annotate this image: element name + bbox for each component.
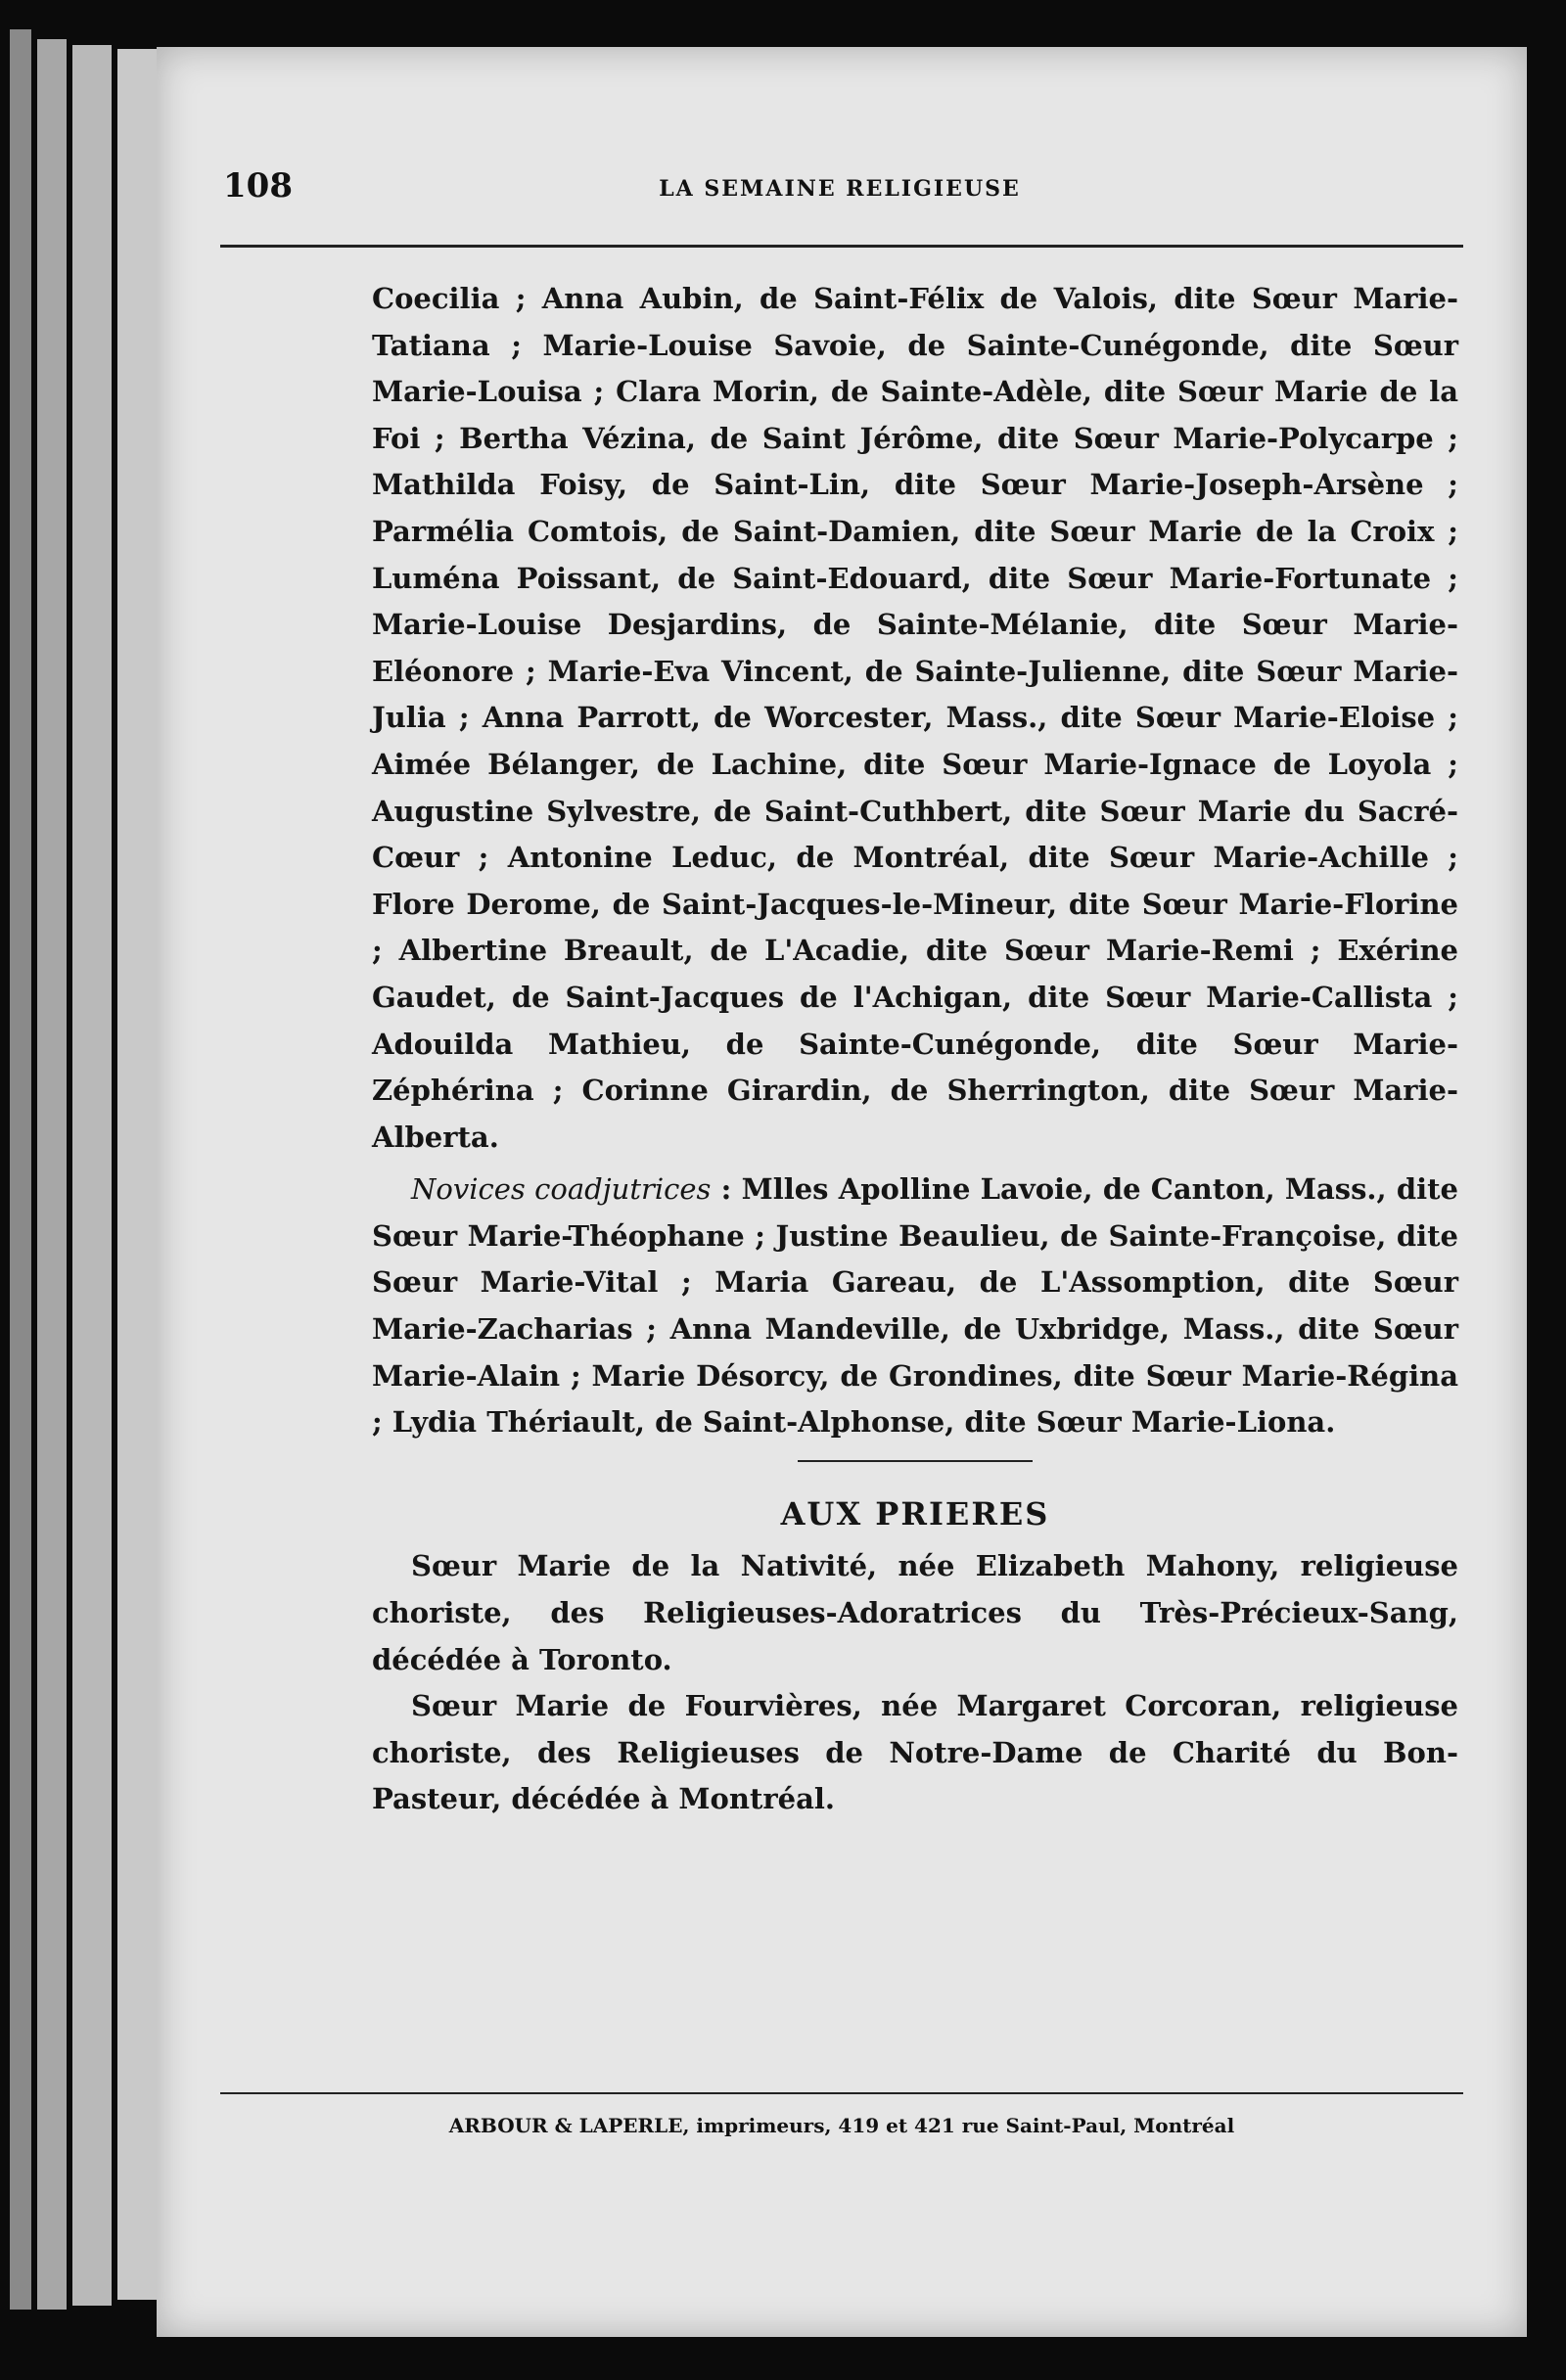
- paragraph-professions: Coecilia ; Anna Aubin, de Saint-Félix de Valois, dite Sœur Marie-Tatiana ; Marie-Louise Savoie, de Sainte-Cunégonde, dite Sœur Marie-Louisa ; Clara Morin, de Sainte-Adèle, dite Sœur Marie de la Foi ; Bertha Vézina, de Saint Jérôme, dite Sœur Marie-Polycarpe ; Mathilda Foisy, de Saint-Lin, dite Sœur Marie-Joseph-Arsène ; Parmélia Comtois, de Saint-Damien, dite Sœur Marie de la Croix ; Luména Poissant, de Saint-Edouard, dite Sœur Marie-Fortunate ; Marie-Louise Desjardins, de Sainte-Mélanie, dite Sœur Marie-Eléonore ; Marie-Eva Vincent, de Sainte-Julienne, dite Sœur Marie-Julia ; Anna Parrott, de Worcester, Mass., dite Sœur Marie-Eloise ; Aimée Bélanger, de Lachine, dite Sœur Marie-Ignace de Loyola ; Augustine Sylvestre, de Saint-Cuthbert, dite Sœur Marie du Sacré-Cœur ; Antonine Leduc, de Montréal, dite Sœur Marie-Achille ; Flore Derome, de Saint-Jacques-le-Mineur, dite Sœur Marie-Florine ; Albertine Breault, de L'Acadie, dite Sœur Marie-Remi ; Exérine Gaudet, de Saint-Jacques de l'Achigan, dite Sœur Marie-Callista ; Adouilda Mathieu, de Sainte-Cunégonde, dite Sœur Marie-Zéphérina ; Corinne Girardin, de Sherrington, dite Sœur Marie-Alberta.: [372, 282, 1458, 1154]
- page-header: [223, 166, 1456, 215]
- page-number: 108: [223, 166, 293, 206]
- running-head: LA SEMAINE RELIGIEUSE: [659, 176, 1021, 202]
- printer-imprint: ARBOUR & LAPERLE, imprimeurs, 419 et 421 rue Saint-Paul, Montréal: [448, 2114, 1235, 2137]
- novices-lead: Novices coadjutrices: [411, 1172, 712, 1207]
- section-title: AUX PRIERES: [780, 1494, 1050, 1533]
- page-edge: [37, 39, 67, 2310]
- section-divider: [798, 1460, 1033, 1462]
- page-edge: [10, 29, 31, 2310]
- header-rule: [220, 245, 1463, 248]
- obituary-2: Sœur Marie de Fourvières, née Margaret Corcoran, religieuse choriste, des Religieuses de Notre-Dame de Charité du Bon-Pasteur, décédée à Montréal.: [372, 1689, 1458, 1816]
- body-text: [372, 276, 1458, 1823]
- page-edge: [72, 45, 112, 2306]
- obituary-1: Sœur Marie de la Nativité, née Elizabeth Mahony, religieuse choriste, des Religieuses-Adoratrices du Très-Précieux-Sang, décédée à Toronto.: [372, 1549, 1458, 1676]
- novices-text: : Mlles Apolline Lavoie, de Canton, Mass., dite Sœur Marie-Théophane ; Justine Beaulieu, de Sainte-Françoise, dite Sœur Marie-Vital ; Maria Gareau, de L'Assomption, dite Sœur Marie-Zacharias ; Anna Mandeville, de Uxbridge, Mass., dite Sœur Marie-Alain ; Marie Désorcy, de Grondines, dite Sœur Marie-Régina ; Lydia Thériault, de Saint-Alphonse, dite Sœur Marie-Liona.: [372, 1172, 1458, 1440]
- paragraph-novices: [372, 1167, 1458, 1446]
- footer-rule: [220, 2092, 1463, 2094]
